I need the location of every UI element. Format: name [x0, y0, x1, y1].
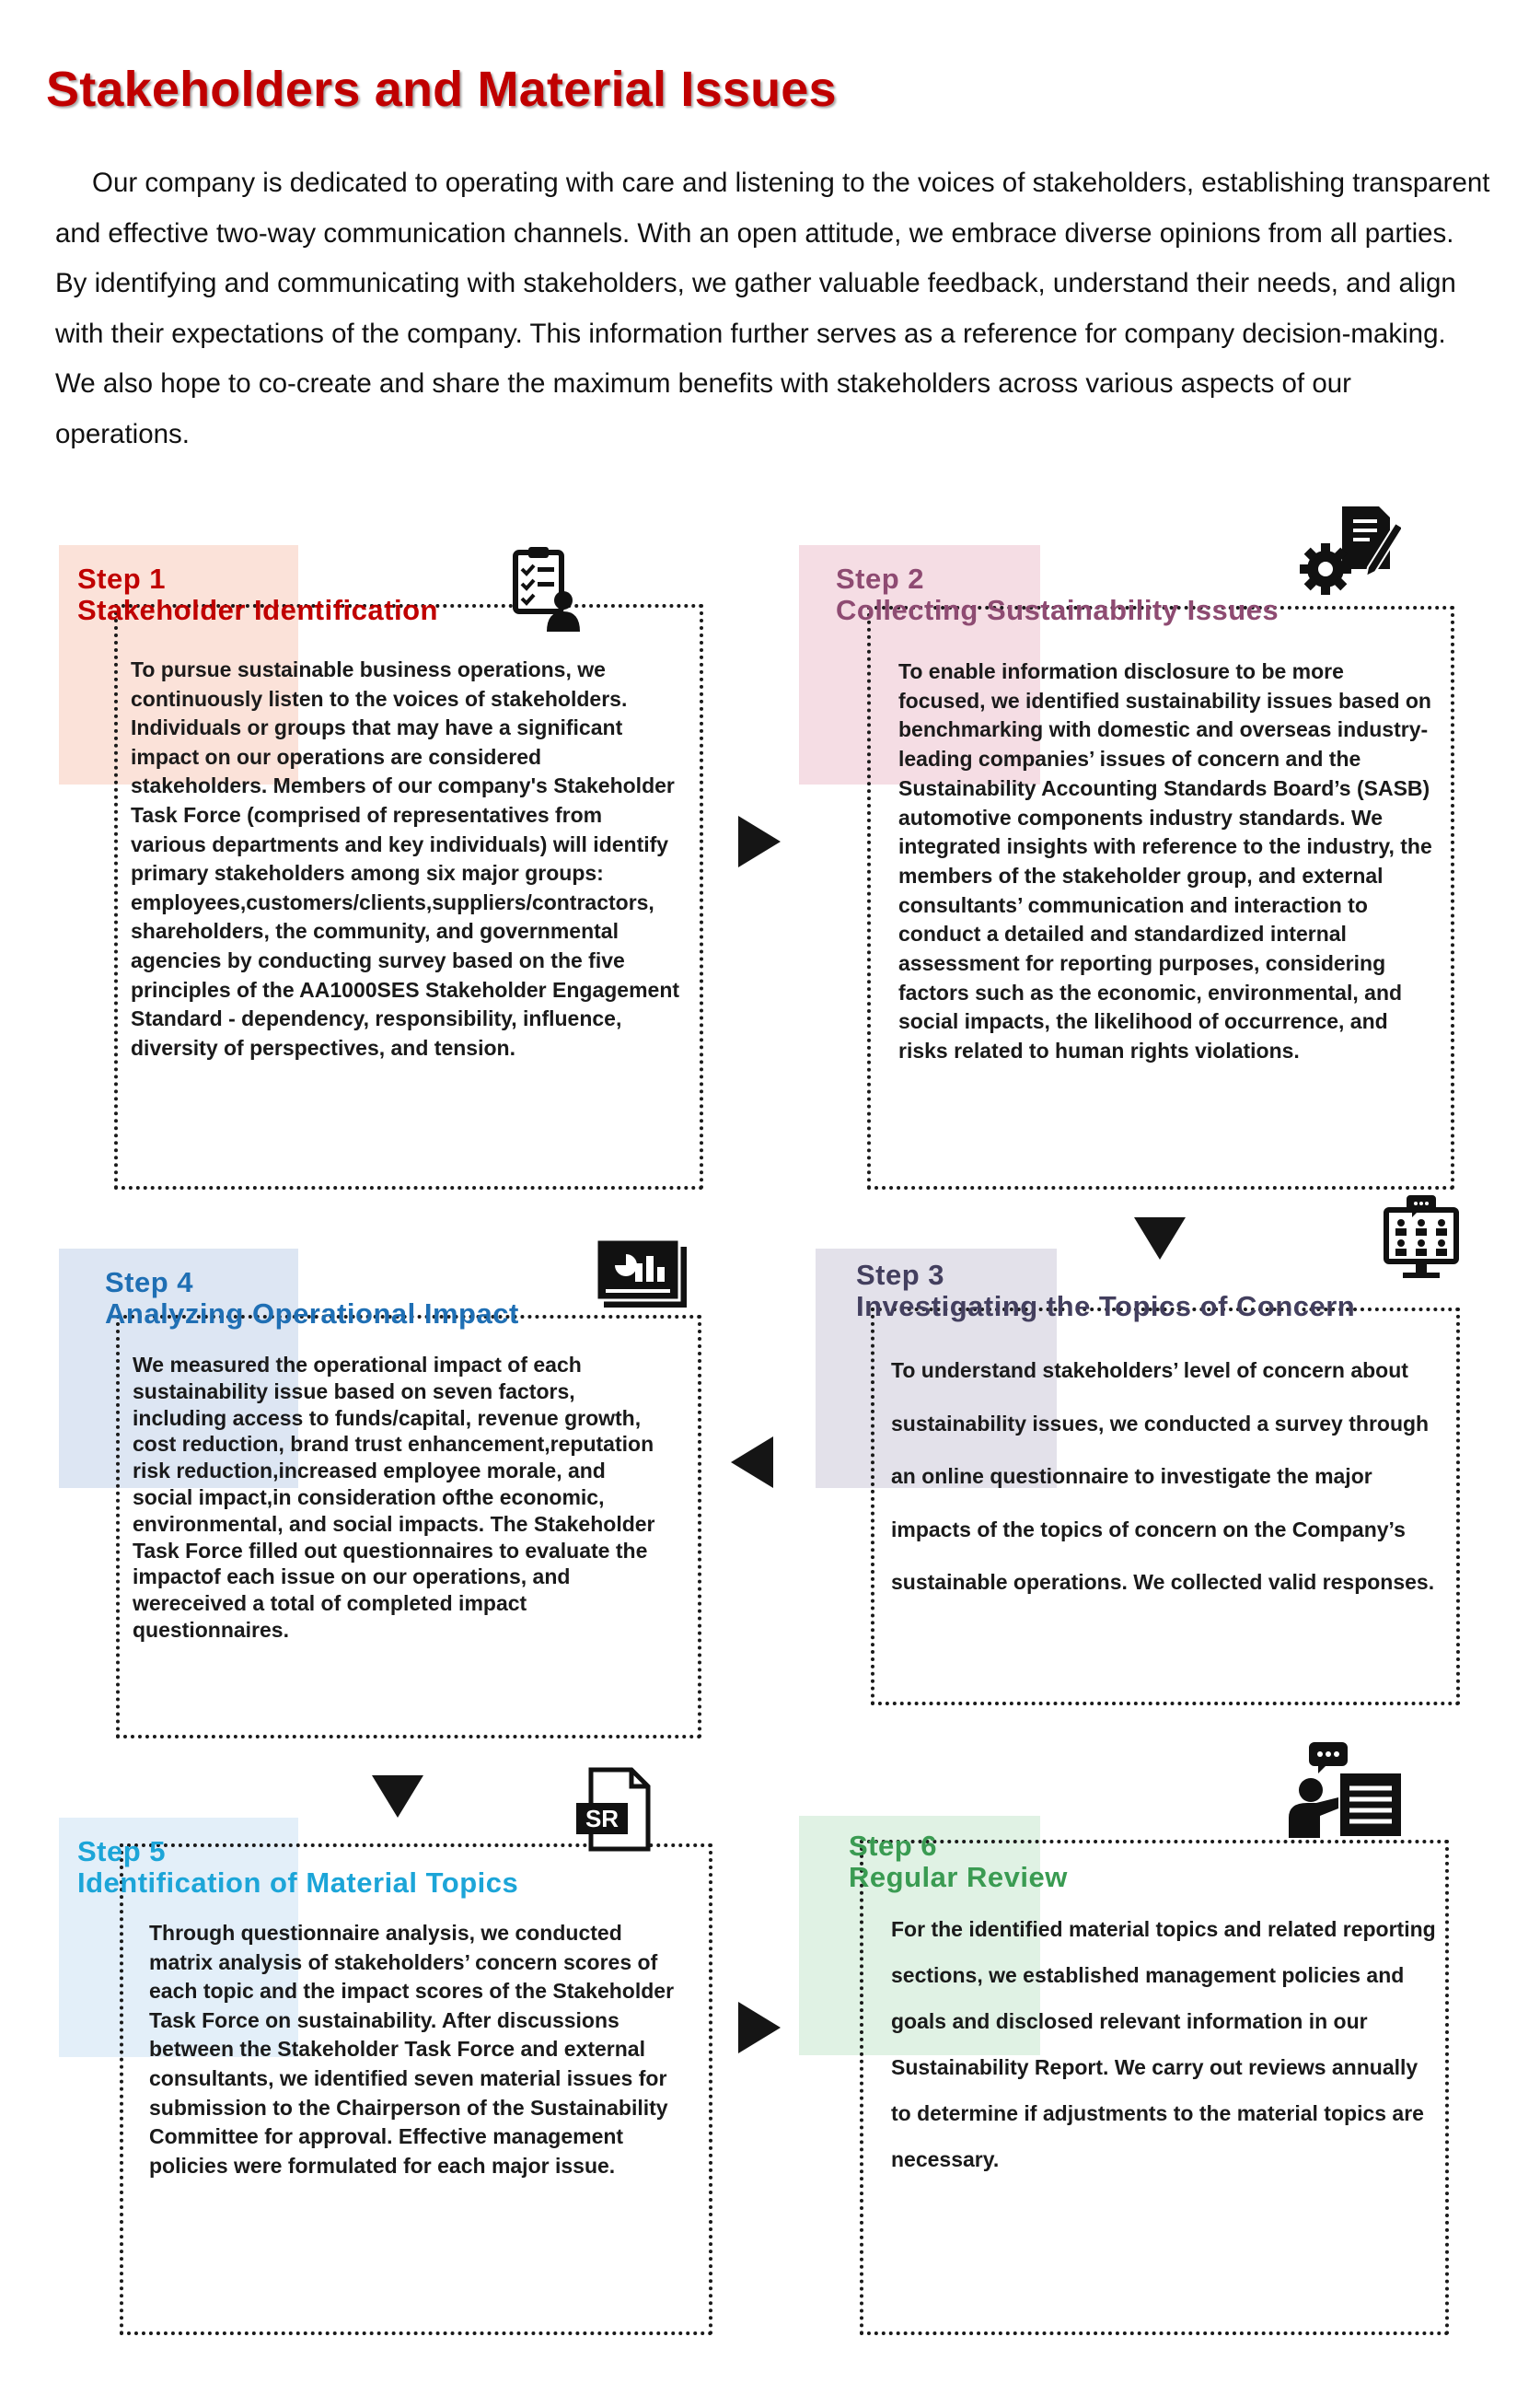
step-6-number: Step 6 [849, 1830, 938, 1862]
arrow-right-icon [738, 2002, 781, 2053]
step-5-number: Step 5 [77, 1835, 167, 1867]
step-4-number: Step 4 [105, 1266, 194, 1298]
sr-document-icon [574, 1766, 654, 1853]
step-3-text: To understand stakeholders’ level of concern about sustainability issues, we conducted a survey through an online questionnaire to investigate the major impacts of the topics of concern on the Company’s sustainable operations. We collected valid responses. [891, 1358, 1435, 1595]
step-5-text: Through questionnaire analysis, we conducted matrix analysis of stakeholders’ concern scores of each topic and the impact scores of the Stakeholder Task Force on sustainability. After discussions between the Stakeholder Task Force and external consultants, we identified seven material issues for submission to the Chairperson of the Sustainability Committee for approval. Effective management policies were formulated for each major issue. [149, 1921, 675, 2178]
step-6-text: For the identified material topics and related reporting sections, we established management policies and goals and disclosed relevant information in our Sustainability Report. We carry out reviews annually to determine if adjustments to the material topics are necessary. [891, 1917, 1436, 2171]
page-title: Stakeholders and Material Issues [46, 62, 837, 117]
sr-icon-label: SR [585, 1805, 619, 1832]
step-6-title: Regular Review [849, 1861, 1068, 1893]
step-4-card [59, 1249, 714, 1746]
arrow-right-icon [738, 816, 781, 867]
step-4-title: Analyzing Operational Impact [105, 1297, 519, 1330]
arrow-left-icon [731, 1436, 773, 1488]
step-5-title: Identification of Material Topics [77, 1866, 519, 1899]
arrow-down-icon [372, 1775, 423, 1818]
step-2-title: Collecting Sustainability Issues [836, 594, 1279, 626]
intro-paragraph: Our company is dedicated to operating with care and listening to the voices of stakeholders, establishing transparent and effective two-way communication channels. With an open attitude, we embrace diverse opinions from all parties. By identifying and communicating with stakeholders, we gather valuable feedback, understand their needs, and align with their expectations of the company. This information further serves as a reference for company decision-making. We also hope to co-create and share the maximum benefits with stakeholders across various aspects of our operations. [55, 168, 1490, 449]
step-2-text: To enable information disclosure to be more focused, we identified sustainability issues based on benchmarking with domestic and overseas industry-leading companies’ issues of concern and the Sustainability Accounting Standards Board’s (SASB) automotive components industry standards. We integrated insights with reference to the industry, the members of the stakeholder group, and external consultants’ communication and interaction to conduct a detailed and standardized internal assessment for reporting purposes, considering factors such as the economic, environmental, and social impacts, the likelihood of occurrence, and risks related to human rights violations. [898, 659, 1432, 1064]
presenter-chat-icon [1283, 1737, 1405, 1840]
step-2-number: Step 2 [836, 563, 925, 595]
step-5-card [59, 1805, 722, 2343]
report-chart-icon [595, 1238, 690, 1311]
step-2-card [799, 545, 1462, 1199]
step-1-card [59, 545, 714, 1197]
monitor-survey-icon [1383, 1193, 1460, 1285]
step-3-title: Investigating the Topics of Concern [856, 1290, 1356, 1322]
step-1-title: Stakeholder Identification [77, 594, 438, 626]
gear-document-pen-icon [1298, 499, 1401, 599]
step-4-text: We measured the operational impact of each sustainability issue based on seven factors, including access to funds/capital, revenue growth, cost reduction, brand trust enhancement,reputation risk reduction,increased employee morale, and social impact,in consideration ofthe economic, environmental, and social impacts. The Stakeholder Task Force filled out questionnaires to evaluate the impactof each issue on our operations, and wereceived a total of completed impact questionnaires. [133, 1353, 655, 1642]
step-6-card [799, 1816, 1462, 2343]
step-3-number: Step 3 [856, 1259, 945, 1291]
step-3-card [816, 1249, 1465, 1713]
step-1-number: Step 1 [77, 563, 167, 595]
step-1-text: To pursue sustainable business operations, we continuously listen to the voices of stakeholders. Individuals or groups that may have a significant impact on our operations are considered stakeholders. Members of our company's Stakeholder Task Force (comprised of representatives from various departments and key individuals) will identify primary stakeholders among six major groups: employees,customers/clients,suppliers/contractors, shareholders, the community, and governmental agencies by conducting survey based on the five principles of the AA1000SES Stakeholder Engagement Standard - dependency, responsibility, influence, diversity of perspectives, and tension. [131, 657, 680, 1060]
clipboard-person-icon [499, 545, 587, 634]
